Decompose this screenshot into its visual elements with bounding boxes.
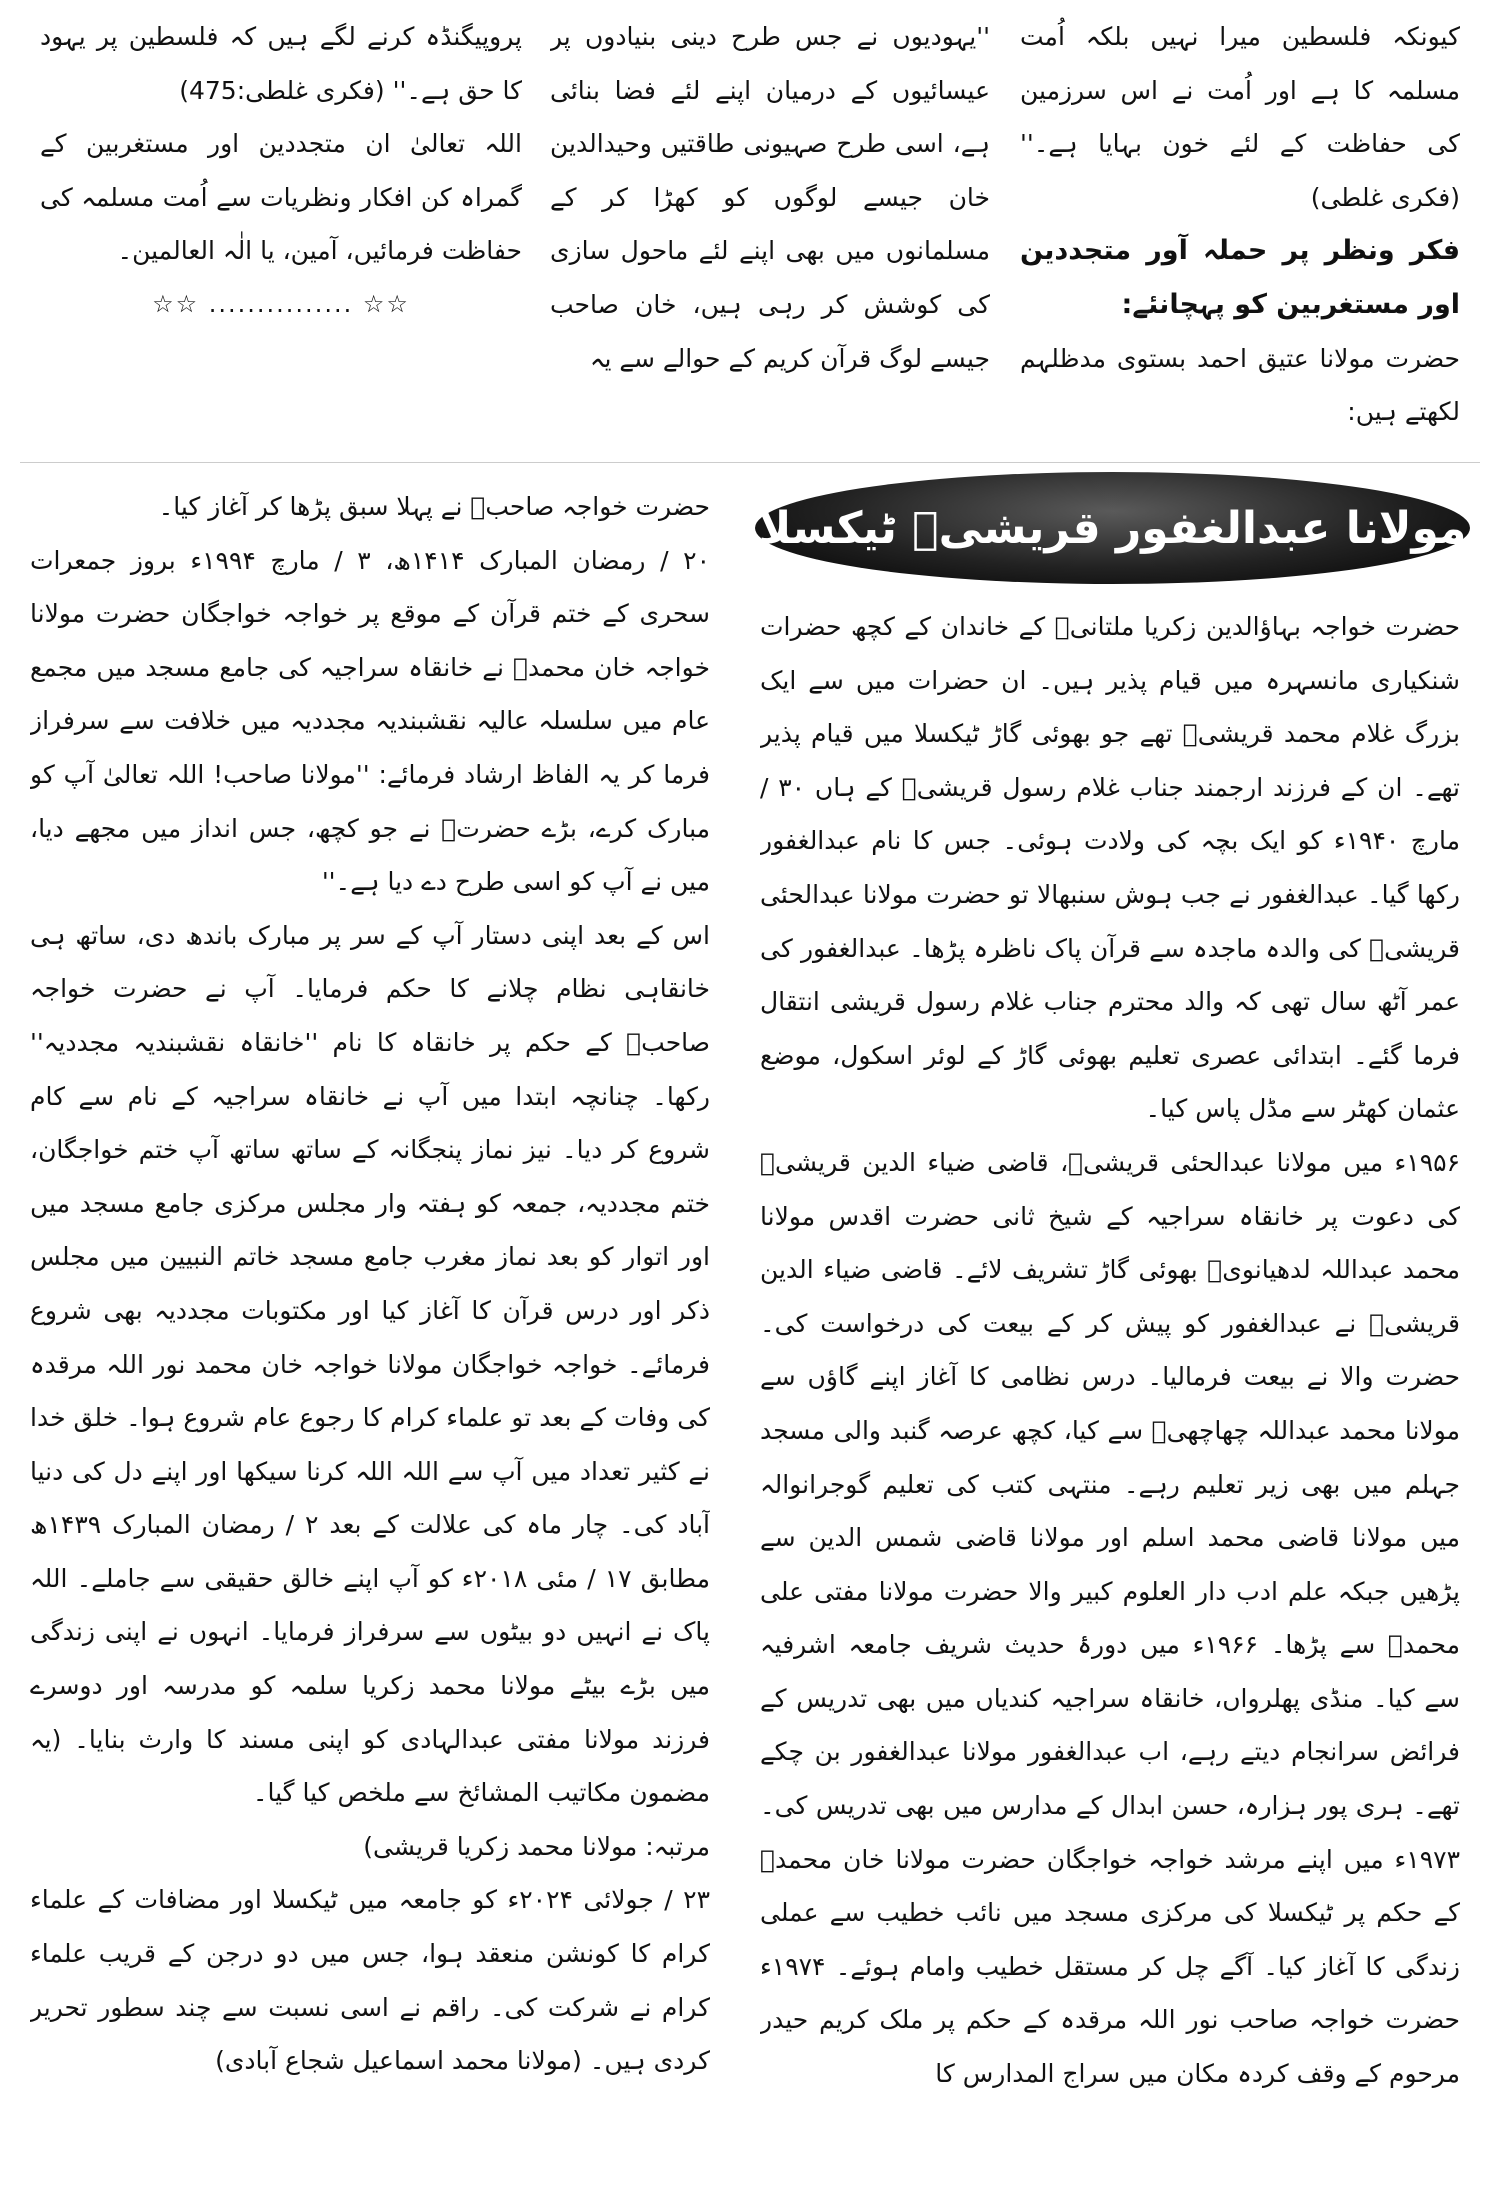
article-title-banner bbox=[755, 472, 1470, 584]
paragraph: حضرت مولانا عتیق احمد بستوی مدظلہم لکھتے ہیں: bbox=[1020, 343, 1460, 427]
paragraph: ۲۰ / رمضان المبارک ۱۴۱۴ھ، ۳ / مارچ ۱۹۹۴ء بروز جمعرات سحری کے ختم قرآن کے موقع پر خواجہ خواجگان حضرت مولانا خواجہ خان محمدؒ نے خانقاہ سراجیہ کی جامع مسجد میں مجمع عام میں سلسلہ عالیہ نقشبندیہ مجددیہ میں خلافت سے سرفراز فرما کر یہ الفاظ ارشاد فرمائے: ''مولانا صاحب! اللہ تعالیٰ آپ کو مبارک کرے، بڑے حضرتؒ نے جو کچھ، جس انداز میں مجھے دیا، میں نے آپ کو اسی طرح دے دیا ہے۔'' bbox=[30, 545, 710, 897]
top-middle-column bbox=[550, 10, 990, 455]
section-divider bbox=[20, 462, 1480, 463]
top-right-column bbox=[1020, 10, 1460, 455]
article-left-column bbox=[30, 480, 710, 2180]
paragraph: حضرت خواجہ بہاؤالدین زکریا ملتانیؒ کے خاندان کے کچھ حضرات شنکیاری مانسہرہ میں قیام پذیر ہیں۔ ان حضرات میں سے ایک بزرگ غلام محمد قریشیؒ تھے جو بھوئی گاڑ ٹیکسلا میں قیام پذیر تھے۔ ان کے فرزند ارجمند جناب غلام رسول قریشیؒ کے ہاں ۳۰ / مارچ ۱۹۴۰ء کو ایک بچہ کی ولادت ہوئی۔ جس کا نام عبدالغفور رکھا گیا۔ عبدالغفور نے جب ہوش سنبھالا تو حضرت مولانا عبدالحئی قریشیؒ کی والدہ ماجدہ سے قرآن پاک ناظرہ پڑھا۔ عبدالغفور کی عمر آٹھ سال تھی کہ والد محترم جناب غلام رسول قریشی انتقال فرما گئے۔ ابتدائی عصری تعلیم بھوئی گاڑ کے لوئر اسکول، موضع عثمان کھٹر سے مڈل پاس کیا۔ bbox=[760, 612, 1460, 1124]
paragraph: کیونکہ فلسطین میرا نہیں بلکہ اُمت مسلمہ کا ہے اور اُمت نے اس سرزمین کی حفاظت کے لئے خون بہایا ہے۔'' (فکری غلطی) bbox=[1020, 22, 1460, 212]
paragraph: ۱۹۵۶ء میں مولانا عبدالحئی قریشیؒ، قاضی ضیاء الدین قریشیؒ کی دعوت پر خانقاہ سراجیہ کے شیخ ثانی حضرت اقدس مولانا محمد عبداللہ لدھیانویؒ بھوئی گاڑ تشریف لائے۔ قاضی ضیاء الدین قریشیؒ نے عبدالغفور کو پیش کر کے بیعت کی درخواست کی۔ حضرت والا نے بیعت فرمالیا۔ درس نظامی کا آغاز اپنے گاؤں سے مولانا محمد عبداللہ چھاچھیؒ سے کیا، کچھ عرصہ گنبد والی مسجد جہلم میں بھی زیر تعلیم رہے۔ منتہی کتب کی تعلیم گوجرانوالہ میں مولانا قاضی محمد اسلم اور مولانا قاضی شمس الدین سے پڑھیں جبکہ علم ادب دار العلوم کبیر والا حضرت مولانا مفتی علی محمدؒ سے پڑھا۔ ۱۹۶۶ء میں دورۂ حدیث شریف جامعہ اشرفیہ سے کیا۔ منڈی پھلرواں، خانقاہ سراجیہ کندیاں میں بھی تدریس کے فرائض سرانجام دیتے رہے، اب عبدالغفور مولانا عبدالغفور بن چکے تھے۔ ہری پور ہزارہ، حسن ابدال کے مدارس میں بھی تدریس کی۔ ۱۹۷۳ء میں اپنے مرشد خواجہ خواجگان حضرت مولانا خان محمدؒ کے حکم پر ٹیکسلا کی مرکزی مسجد میں نائب خطیب سے عملی زندگی کا آغاز کیا۔ آگے چل کر مستقل خطیب وامام ہوئے۔ ۱۹۷۴ء حضرت خواجہ صاحب نور اللہ مرقدہ کے حکم پر ملک کریم حیدر مرحوم کے وقف کردہ مکان میں سراج المدارس کا bbox=[760, 1147, 1460, 2089]
section-heading: فکر ونظر پر حملہ آور متجددین اور مستغربین کو پہچانئے: bbox=[1020, 235, 1460, 320]
paragraph: ۲۳ / جولائی ۲۰۲۴ء کو جامعہ میں ٹیکسلا اور مضافات کے علماء کرام کا کونشن منعقد ہوا، جس میں دو درجن کے قریب علماء کرام نے شرکت کی۔ راقم نے اسی نسبت سے چند سطور تحریر کردی ہیں۔ (مولانا محمد اسماعیل شجاع آبادی) bbox=[30, 1885, 710, 2076]
paragraph: حضرت خواجہ صاحبؒ نے پہلا سبق پڑھا کر آغاز کیا۔ bbox=[158, 492, 710, 521]
article-title: مولانا عبدالغفور قریشیؒ ٹیکسلا bbox=[758, 502, 1467, 554]
stars-divider: ☆☆ ............... ☆☆ bbox=[152, 289, 410, 318]
paragraph: اس کے بعد اپنی دستار آپ کے سر پر مبارک باندھ دی، ساتھ ہی خانقاہی نظام چلانے کا حکم فرمایا۔ آپ نے حضرت خواجہ صاحبؒ کے حکم پر خانقاہ کا نام ''خانقاہ نقشبندیہ مجددیہ'' رکھا۔ چنانچہ ابتدا میں آپ نے خانقاہ سراجیہ کے نام سے کام شروع کر دیا۔ نیز نماز پنجگانہ کے ساتھ ساتھ آپ ختم خواجگان، ختم مجددیہ، جمعہ کو ہفتہ وار مجلس مرکزی جامع مسجد میں اور اتوار کو بعد نماز مغرب جامع مسجد خاتم النبیین میں مجلس ذکر اور درس قرآن کا آغاز کیا اور مکتوبات مجددیہ بھی شروع فرمائے۔ خواجہ خواجگان مولانا خواجہ خان محمد نور اللہ مرقدہ کی وفات کے بعد تو علماء کرام کا رجوع عام شروع ہوا۔ خلق خدا نے کثیر تعداد میں آپ سے اللہ اللہ کرنا سیکھا اور اپنے دل کی دنیا آباد کی۔ چار ماہ کی علالت کے بعد ۲ / رمضان المبارک ۱۴۳۹ھ مطابق ۱۷ / مئی ۲۰۱۸ء کو آپ اپنے خالق حقیقی سے جاملے۔ اللہ پاک نے انہیں دو بیٹوں سے سرفراز فرمایا۔ انہوں نے اپنی زندگی میں بڑے بیٹے مولانا محمد زکریا سلمہ کو مدرسہ اور دوسرے فرزند مولانا مفتی عبدالہادی کو اپنی مسند کا وارث بنایا۔ (یہ مضمون مکاتیب المشائخ سے ملخص کیا گیا۔ bbox=[30, 920, 710, 1808]
paragraph: ''یہودیوں نے جس طرح دینی بنیادوں پر عیسائیوں کے درمیان اپنے لئے فضا بنائی ہے، اسی طرح صہیونی طاقتیں وحیدالدین خان جیسے لوگوں کو کھڑا کر کے مسلمانوں میں بھی اپنے لئے ماحول سازی کی کوشش کر رہی ہیں، خان صاحب جیسے لوگ قرآن کریم کے حوالے سے یہ bbox=[550, 22, 990, 373]
paragraph: پروپیگنڈہ کرنے لگے ہیں کہ فلسطین پر یہود کا حق ہے۔'' (فکری غلطی:475) bbox=[40, 22, 522, 105]
article-right-column bbox=[760, 600, 1460, 2180]
top-left-column bbox=[40, 10, 522, 455]
paragraph: مرتبہ: مولانا محمد زکریا قریشی) bbox=[363, 1831, 710, 1861]
paragraph: اللہ تعالیٰ ان متجددین اور مستغربین کے گمراہ کن افکار ونظریات سے اُمت مسلمہ کی حفاظت فرمائیں، آمین، یا الٰہ العالمین۔ bbox=[40, 129, 522, 266]
